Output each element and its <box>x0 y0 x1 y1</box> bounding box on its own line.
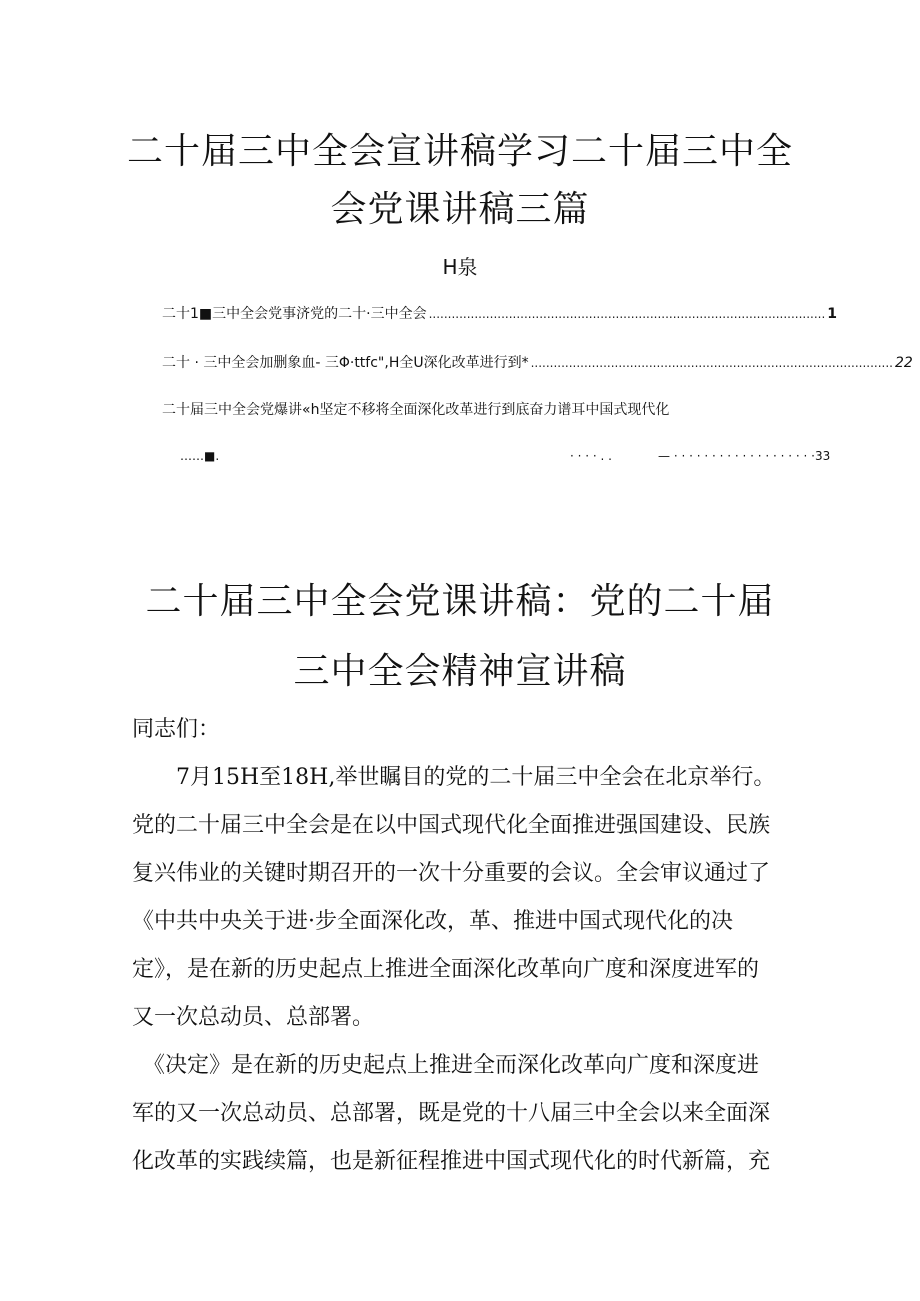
toc-entry-3-fragment: ……■. <box>180 449 220 463</box>
body-line: 又一次总动员、总部署。 <box>132 1005 375 1030</box>
toc-entry-text: 二十 · 三中全会加删象血- 三Φ·ttfc",H全U深化改革进行到* <box>162 355 529 371</box>
toc-leader-dots: ........................................................................................................ <box>428 307 826 321</box>
toc-entry-2[interactable] <box>162 351 913 375</box>
salutation: 同志们： <box>132 717 221 742</box>
document-title-line-2: 会党课讲稿三篇 <box>330 189 590 230</box>
body-line: 党的二十届三中全会是在以中国式现代化全面推进强国建设、民族 <box>132 813 771 838</box>
body-line: 《决定》是在新的历史起点上推进全而深化改革向广度和深度进 <box>132 1053 760 1078</box>
toc-page-number: 22 <box>894 355 913 371</box>
toc-page-number: 1 <box>827 306 838 322</box>
body-line: 化改革的实践续篇，也是新征程推进中国式现代化的时代新篇，充 <box>132 1149 771 1174</box>
toc-entry-3-leader-row[interactable] <box>180 445 831 467</box>
toc-entry-1[interactable] <box>162 302 838 326</box>
toc-entry-3-page: — · · · · · · · · · · · · · · · · · · ·33 <box>658 449 831 463</box>
toc-leader-dots: ............................................................................................... <box>530 356 893 370</box>
article-title-line-2: 三中全会精神宣讲稿 <box>293 651 627 692</box>
document-title-line-1: 二十届三中全会宣讲稿学习二十届三中全 <box>126 131 793 172</box>
body-line: 定》，是在新的历史起点上推进全面深化改革向广度和深度进军的 <box>132 957 760 982</box>
body-line: 《中共中央关于进·步全面深化改，革、推进中国式现代化的决 <box>132 909 733 934</box>
toc-heading: H泉 <box>442 255 478 279</box>
body-line: 复兴伟业的关键时期召开的一次十分重要的会议。全会审议通过了 <box>132 861 771 886</box>
body-line: 军的又一次总动员、总部署，既是党的十八届三中全会以来全面深 <box>132 1101 771 1126</box>
article-title-line-1: 二十届三中全会党课讲稿：党的二十届 <box>145 581 775 622</box>
body-line: 7月15H至18H,举世瞩目的党的二十届三中全会在北京举行。 <box>132 765 776 790</box>
toc-entry-text: 二十1■三中全会党事济党的二十·三中全会 <box>162 306 427 322</box>
toc-entry-3-title[interactable]: 二十届三中全会党爆讲«h坚定不移将全面深化改革进行到底奋力谱耳中国式现代化 <box>162 402 670 418</box>
toc-entry-3-dots: · · · · . . <box>570 449 612 463</box>
